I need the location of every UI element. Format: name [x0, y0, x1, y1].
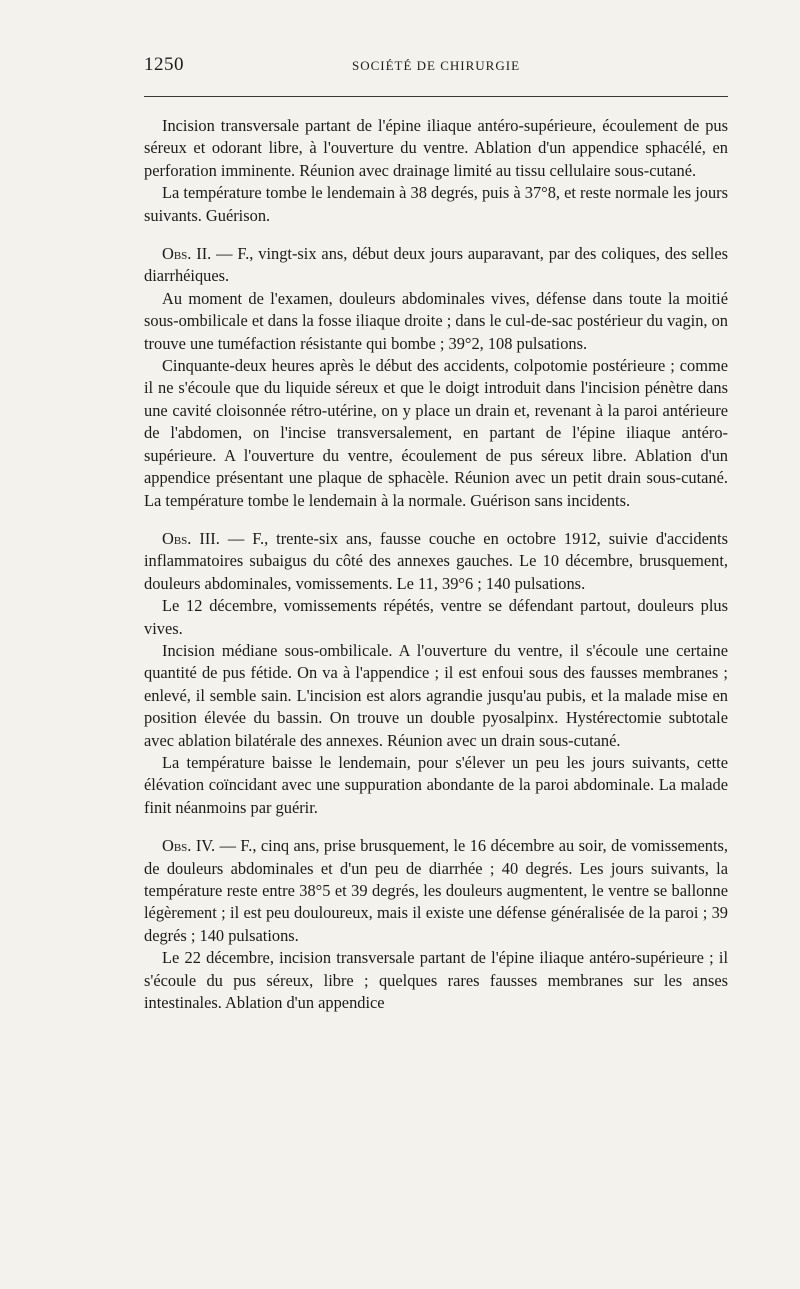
paragraph-text: La température baisse le lendemain, pour s'élever un peu les jours suivants, cette élévation coïncidant avec une suppuration abondante de la paroi abdominale. La malade finit néanmoins par guérir. [144, 752, 728, 817]
observation-label: Obs. II. [162, 244, 212, 264]
paragraph [144, 947, 728, 1014]
observation-paragraph [144, 243, 728, 288]
paragraph [144, 115, 728, 182]
paragraph [144, 640, 728, 752]
observation-label: Obs. IV. [162, 836, 216, 856]
page-number: 1250 [144, 54, 184, 75]
observation-paragraph [144, 835, 728, 947]
paragraph-text: — F., vingt-six ans, début deux jours auparavant, par des coliques, des selles diarrhéiques. [144, 244, 728, 286]
paragraph-text: Incision transversale partant de l'épine iliaque antéro-supérieure, écoulement de pus séreux et odorant libre, à l'ouverture du ventre. Ablation d'un appendice sphacélé, en perforation imminente. Réunion avec drainage limité au tissu cellulaire sous-cutané. [144, 116, 728, 180]
page [144, 50, 729, 1013]
paragraph-text: La température tombe le lendemain à 38 degrés, puis à 37°8, et reste normale les jours suivants. Guérison. [144, 183, 728, 225]
paragraph-text: Incision médiane sous-ombilicale. A l'ouverture du ventre, il s'écoule une certaine quantité de pus fétide. On va à l'appendice ; il est enfoui sous des fausses membranes ; enlevé, il semble sain. L'incision est alors agrandie jusqu'au pubis, et la malade mise en position élevée du bassin. On trouve un double pyosalpinx. Hystérectomie subtotale avec ablation bilatérale des annexes. Réunion avec un drain sous-cutané. [144, 640, 728, 750]
header-rule [144, 96, 728, 97]
running-title: SOCIÉTÉ DE CHIRURGIE [351, 58, 521, 73]
body-text [144, 115, 728, 1014]
observation-paragraph [144, 528, 728, 595]
paragraph [144, 752, 728, 819]
paragraph-text: Cinquante-deux heures après le début des accidents, colpotomie postérieure ; comme il ne s'écoule que du liquide séreux et que le doigt introduit dans l'incision pénètre dans une cavité cloisonnée rétro-utérine, on y place un drain et, revenant à la paroi antérieure de l'abdomen, on l'incise transversalement, en partant de l'épine iliaque antéro-supérieure. A l'ouverture du ventre, écoulement de pus séreux libre. Ablation d'un appendice présentant une plaque de sphacèle. Réunion avec un petit drain sous-cutané. La température tombe le lendemain à la normale. Guérison sans incidents. [144, 356, 728, 510]
paragraph-text: — F., cinq ans, prise brusquement, le 16 décembre au soir, de vomissements, de douleurs abdominales et d'un peu de diarrhée ; 40 degrés. Les jours suivants, la température reste entre 38°5 et 39 degrés, les douleurs augmentent, le ventre se ballonne légèrement ; il est peu douloureux, mais il existe une défense généralisée de la paroi ; 39 degrés ; 140 pulsations. [144, 836, 729, 945]
paragraph-text: Le 12 décembre, vomissements répétés, ventre se défendant partout, douleurs plus vives. [144, 596, 728, 638]
paragraph [144, 595, 728, 640]
paragraph [144, 355, 728, 512]
paragraph-text: Au moment de l'examen, douleurs abdominales vives, défense dans toute la moitié sous-ombilicale et dans la fosse iliaque droite ; dans le cul-de-sac postérieur du vagin, on trouve une tuméfaction résistante qui bombe ; 39°2, 108 pulsations. [144, 288, 728, 353]
paragraph [144, 288, 728, 355]
paragraph-text: Le 22 décembre, incision transversale partant de l'épine iliaque antéro-supérieure ; il s'écoule du pus séreux, libre ; quelques rares fausses membranes sur les anses intestinales. Ablation d'un appendice [144, 948, 728, 1013]
paragraph-text: — F., trente-six ans, fausse couche en octobre 1912, suivie d'accidents inflammatoires subaigus du côté des annexes gauches. Le 10 décembre, brusquement, douleurs abdominales, vomissements. Le 11, 39°6 ; 140 pulsations. [144, 528, 728, 593]
observation-label: Obs. III. [162, 528, 220, 548]
page-header [144, 50, 728, 76]
paragraph [144, 182, 728, 227]
